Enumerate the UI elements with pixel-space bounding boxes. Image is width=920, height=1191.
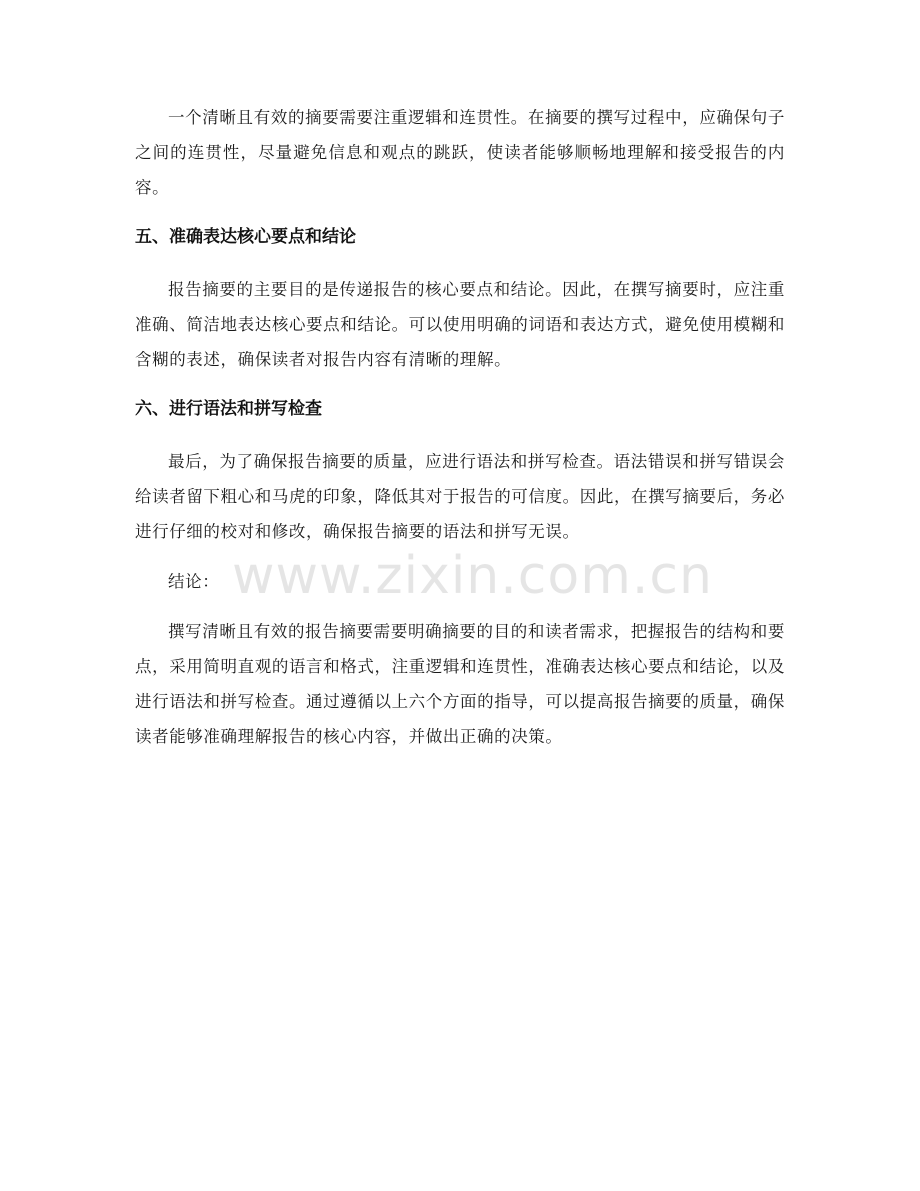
document-body bbox=[135, 100, 785, 769]
watermark-text: www.zixin.com.cn bbox=[232, 546, 713, 606]
section-6-paragraph: 最后，为了确保报告摘要的质量，应进行语法和拼写检查。语法错误和拼写错误会给读者留下粗心和马虎的印象，降低其对于报告的可信度。因此，在撰写摘要后，务必进行仔细的校对和修改，确保报告摘要的语法和拼写无误。 bbox=[135, 452, 785, 541]
section-5-heading: 五、准确表达核心要点和结论 bbox=[135, 227, 356, 247]
section-6-heading: 六、进行语法和拼写检查 bbox=[135, 399, 322, 419]
section-5-paragraph: 报告摘要的主要目的是传递报告的核心要点和结论。因此，在撰写摘要时，应注重准确、简洁地表达核心要点和结论。可以使用明确的词语和表达方式，避免使用模糊和含糊的表述，确保读者对报告内容有清晰的理解。 bbox=[135, 280, 785, 369]
conclusion-paragraph: 撰写清晰且有效的报告摘要需要明确摘要的目的和读者需求，把握报告的结构和要点，采用简明直观的语言和格式，注重逻辑和连贯性，准确表达核心要点和结论，以及进行语法和拼写检查。通过遵循以上六个方面的指导，可以提高报告摘要的质量，确保读者能够准确理解报告的核心内容，并做出正确的决策。 bbox=[135, 622, 785, 746]
conclusion-label: 结论： bbox=[168, 572, 220, 591]
intro-paragraph: 一个清晰且有效的摘要需要注重逻辑和连贯性。在摘要的撰写过程中，应确保句子之间的连贯性，尽量避免信息和观点的跳跃，使读者能够顺畅地理解和接受报告的内容。 bbox=[135, 108, 785, 197]
